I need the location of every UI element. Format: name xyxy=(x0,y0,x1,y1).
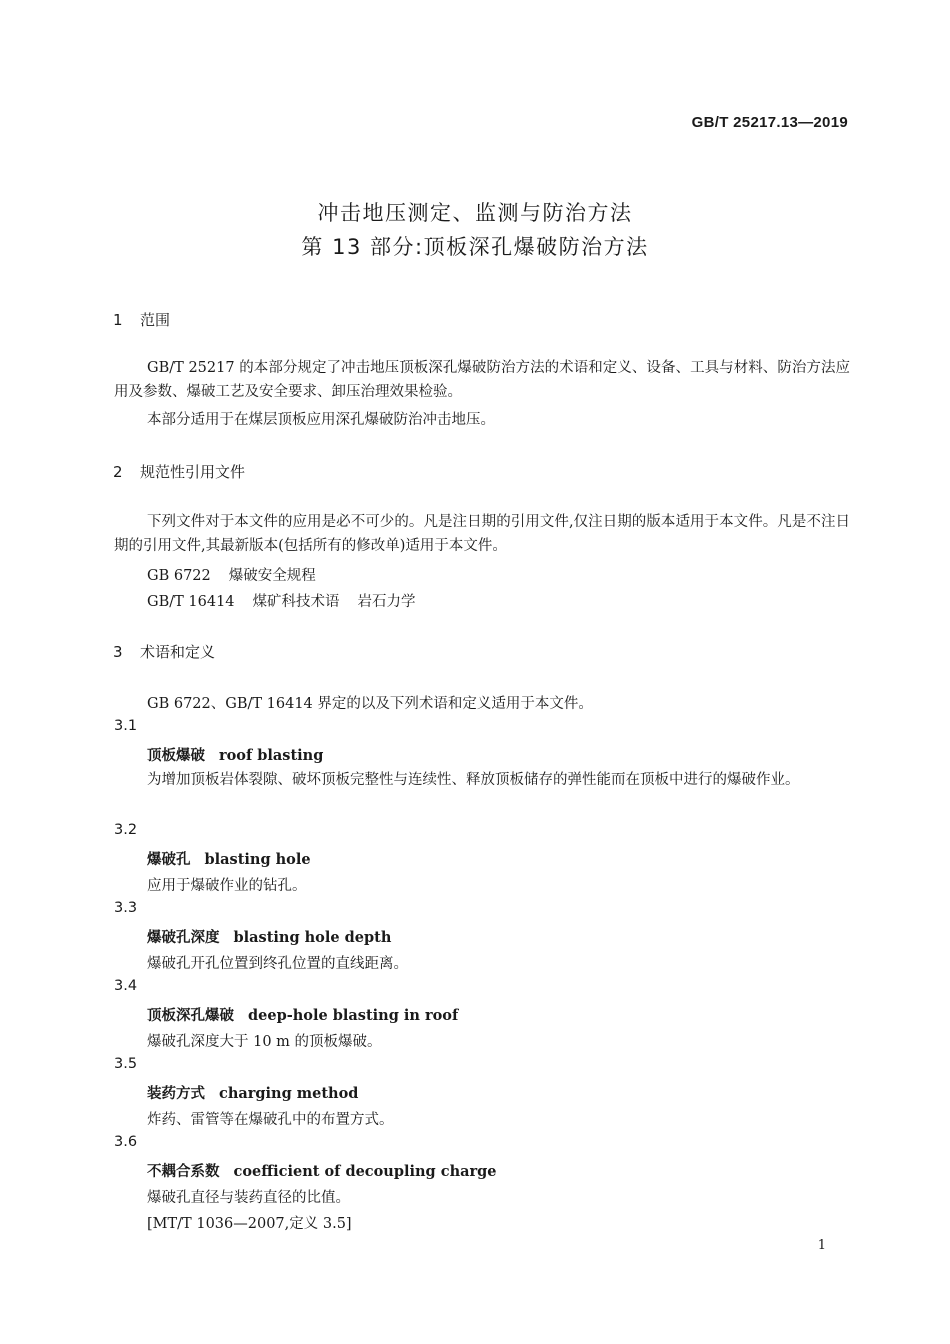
section-title: 规范性引用文件 xyxy=(140,463,246,481)
section-2-paragraph-1: 下列文件对于本文件的应用是必不可少的。凡是注日期的引用文件,仅注日期的版本适用于本文件。凡是不注日期的引用文件,其最新版本(包括所有的修改单)适用于本文件。 xyxy=(114,514,850,554)
term-number: 3.5 xyxy=(114,1056,138,1072)
standard-number: GB/T 25217.13—2019 xyxy=(691,114,848,131)
section-1-paragraph-2: 本部分适用于在煤层顶板应用深孔爆破防治冲击地压。 xyxy=(147,412,495,428)
section-1-heading xyxy=(113,309,170,330)
reference-code: GB/T 16414 xyxy=(147,594,235,610)
term-source: [MT/T 1036—2007,定义 3.5] xyxy=(147,1216,352,1232)
section-number: 3 xyxy=(113,643,123,661)
section-3-intro: GB 6722、GB/T 16414 界定的以及下列术语和定义适用于本文件。 xyxy=(147,696,593,712)
reference-title: 煤矿科技术语 xyxy=(252,594,340,610)
section-title: 范围 xyxy=(140,311,171,329)
term-english: blasting hole xyxy=(204,851,311,868)
section-number: 2 xyxy=(113,463,123,481)
term-english: charging method xyxy=(219,1085,359,1102)
term-heading xyxy=(147,1160,497,1181)
section-3-heading xyxy=(113,641,215,662)
document-title-line-1: 冲击地压测定、监测与防治方法 xyxy=(317,201,633,225)
reference-title: 爆破安全规程 xyxy=(228,568,316,584)
term-heading xyxy=(147,744,323,765)
term-number: 3.6 xyxy=(114,1134,138,1150)
term-chinese: 爆破孔 xyxy=(147,852,191,868)
section-number: 1 xyxy=(113,311,123,329)
term-chinese: 装药方式 xyxy=(147,1086,205,1102)
term-chinese: 顶板深孔爆破 xyxy=(147,1008,234,1024)
document-title-line-2: 第 13 部分:顶板深孔爆破防治方法 xyxy=(301,235,649,259)
term-number: 3.4 xyxy=(114,978,138,994)
term-heading xyxy=(147,1004,458,1025)
reference-title-part-2: 岩石力学 xyxy=(357,594,416,610)
term-heading xyxy=(147,926,391,947)
term-number: 3.2 xyxy=(114,822,138,838)
term-number: 3.3 xyxy=(114,900,138,916)
term-definition: 爆破孔深度大于 10 m 的顶板爆破。 xyxy=(147,1034,382,1050)
term-heading xyxy=(147,1082,358,1103)
term-chinese: 不耦合系数 xyxy=(147,1164,220,1180)
section-1-paragraph-1: GB/T 25217 的本部分规定了冲击地压顶板深孔爆破防治方法的术语和定义、设备、工具与材料、防治方法应用及参数、爆破工艺及安全要求、卸压治理效果检验。 xyxy=(114,360,850,400)
term-definition: 为增加顶板岩体裂隙、破坏顶板完整性与连续性、释放顶板储存的弹性能而在顶板中进行的爆破作业。 xyxy=(147,772,800,788)
reference-code: GB 6722 xyxy=(147,568,211,584)
term-english: blasting hole depth xyxy=(233,929,392,946)
term-definition: 爆破孔直径与装药直径的比值。 xyxy=(147,1190,350,1206)
term-english: roof blasting xyxy=(219,747,324,764)
term-heading xyxy=(147,848,311,869)
term-definition: 应用于爆破作业的钻孔。 xyxy=(147,878,307,894)
section-2-heading xyxy=(113,461,245,482)
reference-item xyxy=(147,590,416,611)
section-title: 术语和定义 xyxy=(140,643,216,661)
term-chinese: 爆破孔深度 xyxy=(147,930,220,946)
term-chinese: 顶板爆破 xyxy=(147,748,205,764)
term-english: deep-hole blasting in roof xyxy=(248,1007,459,1024)
term-english: coefficient of decoupling charge xyxy=(233,1163,497,1180)
term-definition: 爆破孔开孔位置到终孔位置的直线距离。 xyxy=(147,956,408,972)
term-number: 3.1 xyxy=(114,718,138,734)
page-number: 1 xyxy=(817,1238,826,1253)
reference-item xyxy=(147,564,316,585)
term-definition: 炸药、雷管等在爆破孔中的布置方式。 xyxy=(147,1112,394,1128)
